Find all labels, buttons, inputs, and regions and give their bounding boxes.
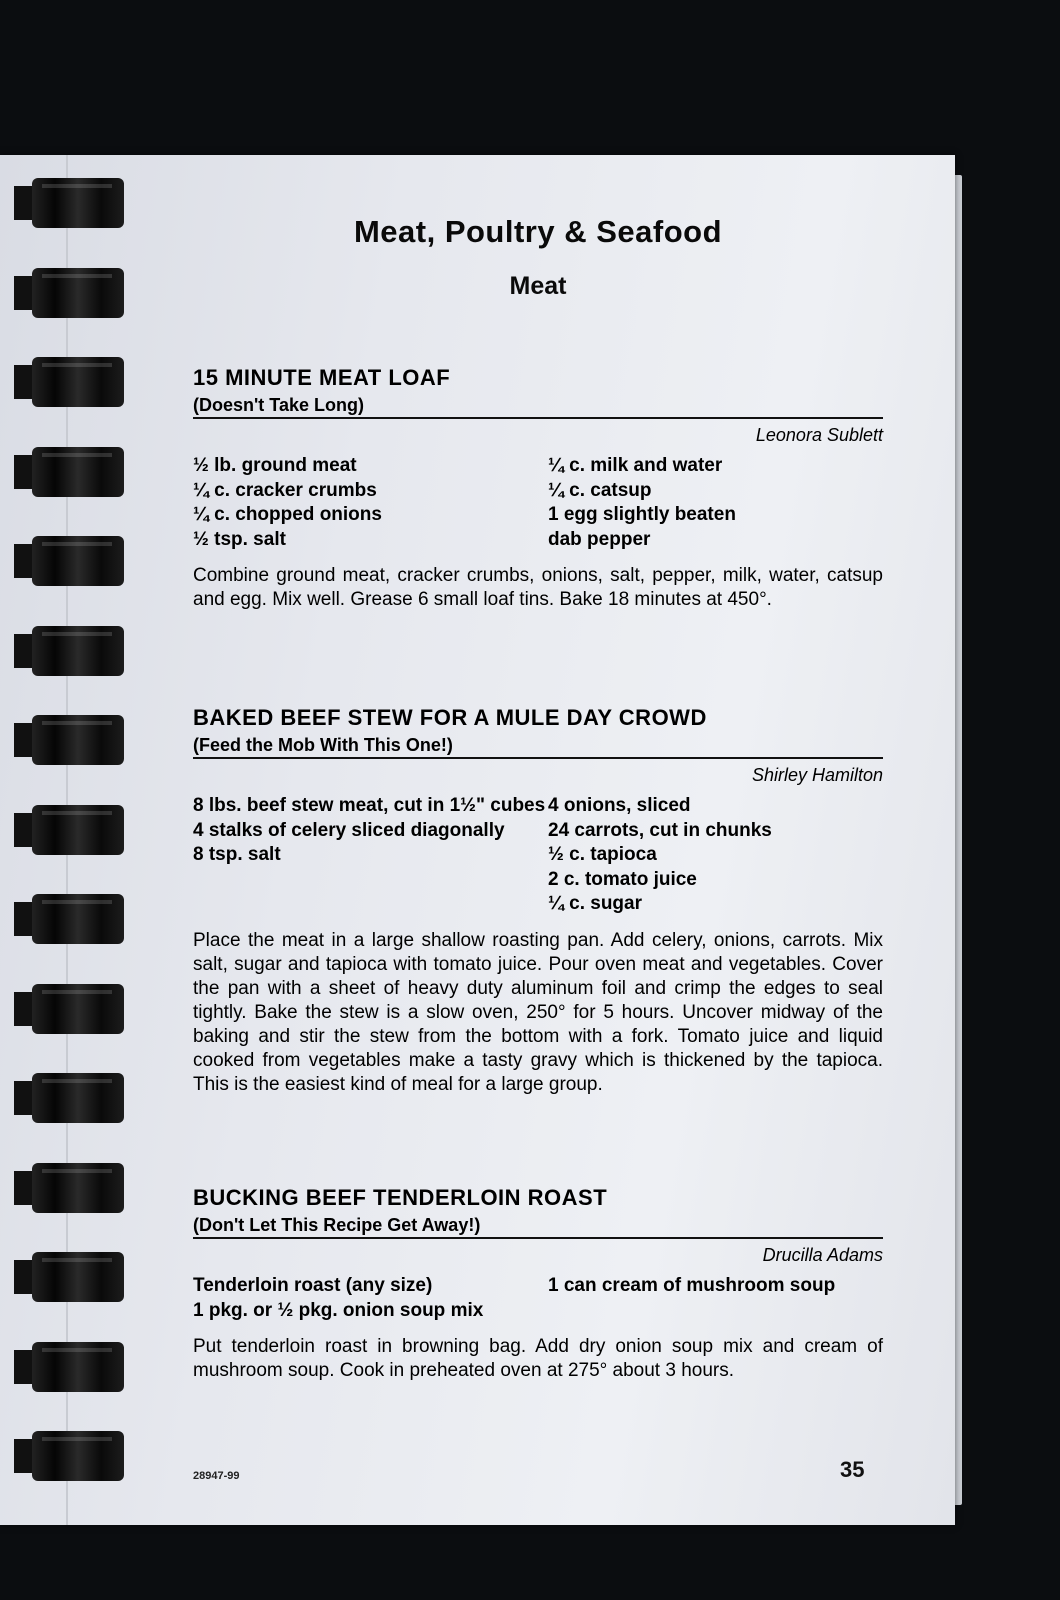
ingredients bbox=[193, 794, 883, 917]
ingredients-left bbox=[193, 454, 548, 552]
recipe-meat-loaf bbox=[193, 365, 883, 612]
ingredient: ¼ c. chopped onions bbox=[193, 504, 382, 525]
recipe-title: 15 MINUTE MEAT LOAF bbox=[193, 365, 451, 390]
spiral-coil bbox=[14, 178, 129, 228]
ingredients bbox=[193, 1274, 883, 1323]
ingredient: ½ lb. ground meat bbox=[193, 455, 357, 476]
ingredient: ¼ c. cracker crumbs bbox=[193, 479, 377, 501]
recipe-author: Leonora Sublett bbox=[755, 425, 883, 445]
recipe-subtitle: (Don't Let This Recipe Get Away!) bbox=[193, 1215, 883, 1239]
ingredient: ¼ c. catsup bbox=[548, 479, 652, 501]
recipe-title: BUCKING BEEF TENDERLOIN ROAST bbox=[193, 1185, 608, 1210]
ingredients-right bbox=[548, 1274, 883, 1323]
spiral-coil bbox=[14, 715, 129, 765]
ingredient: 1 can cream of mushroom soup bbox=[548, 1275, 836, 1296]
footer-code: 28947-99 bbox=[193, 1470, 240, 1482]
recipe-directions: Place the meat in a large shallow roasting pan. Add celery, onions, carrots. Mix salt, sugar and tapioca with tomato juice. Pour oven meat and vegetables. Cover the pan with a sheet of heavy duty aluminum foil and crimp the edges to seal tightly. Bake the stew is a slow oven, 250° for 5 hours. Uncover midway of the baking and stir the stew from the bottom with a fork. Tomato juice and liquid cooked from vegetables make a tasty gravy which is thickened by the tapioca. This is the easiest kind of meal for a large group. bbox=[193, 929, 883, 1095]
spiral-coil bbox=[14, 805, 129, 855]
spiral-coil bbox=[14, 984, 129, 1034]
chapter-title: Meat, Poultry & Seafood bbox=[353, 214, 723, 249]
spiral-coil bbox=[14, 894, 129, 944]
recipe-directions: Combine ground meat, cracker crumbs, onions, salt, pepper, milk, water, catsup and egg. Mix well. Grease 6 small loaf tins. Bake 18 minutes at 450°. bbox=[193, 565, 883, 610]
ingredient: Tenderloin roast (any size) bbox=[193, 1275, 433, 1296]
spiral-coil bbox=[14, 357, 129, 407]
ingredient: dab pepper bbox=[548, 528, 651, 550]
recipe-author: Drucilla Adams bbox=[762, 1245, 883, 1265]
ingredient: 1 egg slightly beaten bbox=[548, 504, 736, 525]
section-title: Meat bbox=[509, 272, 567, 300]
recipe-author: Shirley Hamilton bbox=[751, 765, 883, 785]
ingredients-right bbox=[548, 794, 883, 917]
ingredient: 24 carrots, cut in chunks bbox=[548, 819, 772, 841]
recipe-subtitle: (Doesn't Take Long) bbox=[193, 395, 883, 419]
ingredient: ¼ c. milk and water bbox=[548, 455, 723, 476]
recipe-beef-tenderloin-roast bbox=[193, 1185, 883, 1383]
spiral-coil bbox=[14, 536, 129, 586]
ingredients bbox=[193, 454, 883, 552]
ingredient: 8 tsp. salt bbox=[193, 844, 281, 865]
ingredient: 4 onions, sliced bbox=[548, 795, 691, 816]
spiral-coil bbox=[14, 447, 129, 497]
spiral-coil bbox=[14, 626, 129, 676]
ingredient: ½ c. tapioca bbox=[548, 844, 657, 865]
ingredient: ¼ c. sugar bbox=[548, 893, 642, 914]
spiral-coil bbox=[14, 1163, 129, 1213]
ingredient: 1 pkg. or ½ pkg. onion soup mix bbox=[193, 1299, 484, 1321]
recipe-subtitle: (Feed the Mob With This One!) bbox=[193, 735, 883, 759]
ingredient: 2 c. tomato juice bbox=[548, 868, 697, 890]
spiral-coil bbox=[14, 1342, 129, 1392]
recipe-baked-beef-stew bbox=[193, 705, 883, 1097]
ingredient: ½ tsp. salt bbox=[193, 528, 286, 550]
recipe-title: BAKED BEEF STEW FOR A MULE DAY CROWD bbox=[193, 705, 707, 730]
ingredients-left bbox=[193, 1274, 548, 1323]
spiral-coil bbox=[14, 1431, 129, 1481]
ingredient: 8 lbs. beef stew meat, cut in 1½" cubes bbox=[193, 795, 546, 816]
page-content bbox=[193, 200, 883, 301]
page-number: 35 bbox=[840, 1457, 865, 1482]
ingredient: 4 stalks of celery sliced diagonally bbox=[193, 819, 505, 841]
recipe-directions: Put tenderloin roast in browning bag. Add dry onion soup mix and cream of mushroom soup. Cook in preheated oven at 275° about 3 hours. bbox=[193, 1336, 883, 1381]
spiral-coil bbox=[14, 1073, 129, 1123]
spiral-coil bbox=[14, 1252, 129, 1302]
spiral-coil bbox=[14, 268, 129, 318]
ingredients-left bbox=[193, 794, 548, 917]
ingredients-right bbox=[548, 454, 883, 552]
